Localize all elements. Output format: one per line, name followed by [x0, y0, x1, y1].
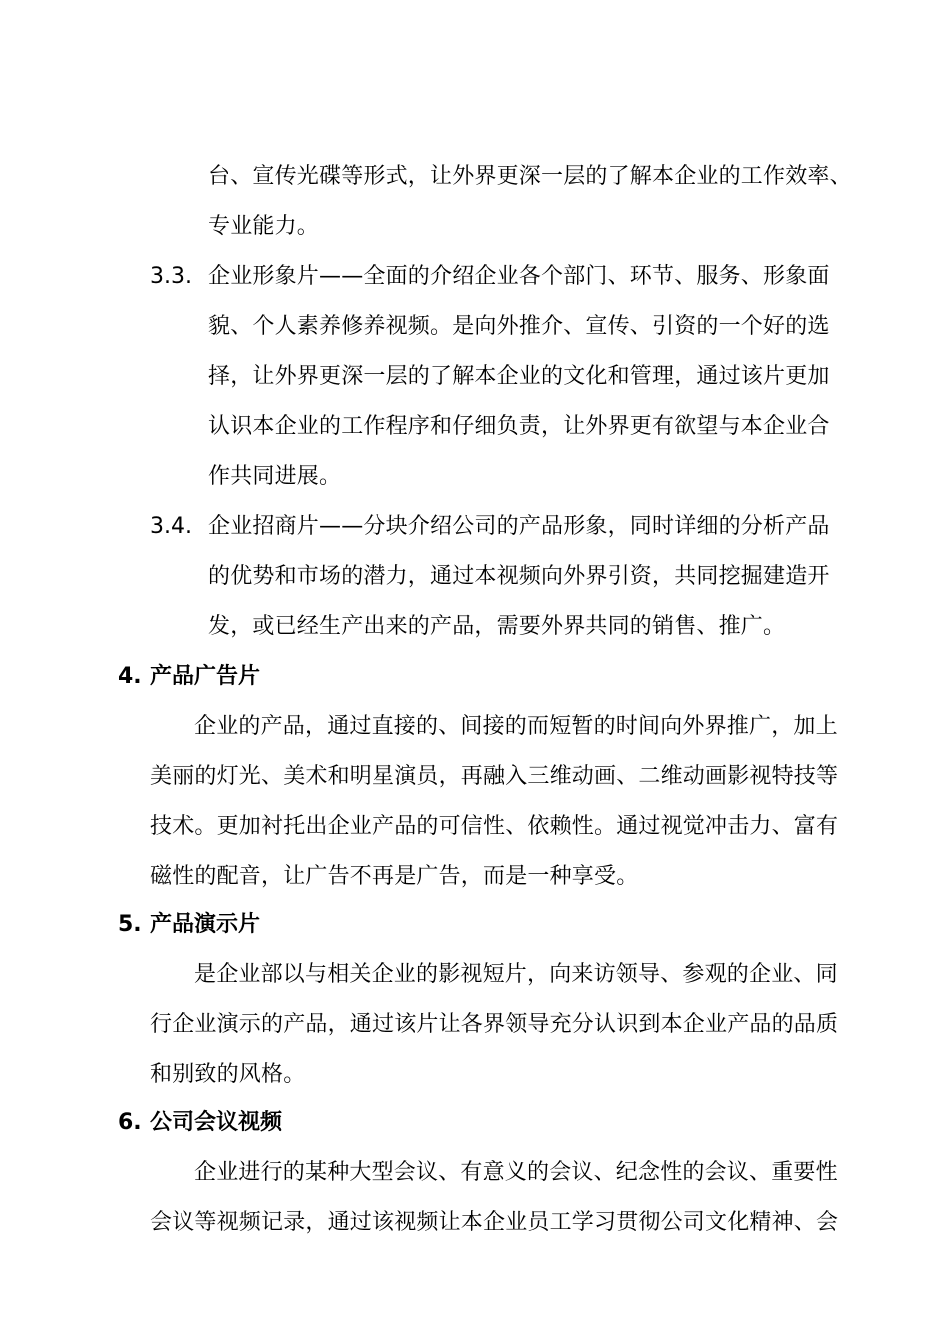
- paragraph-line: 择，让外界更深一层的了解本企业的文化和管理，通过该片更加: [208, 364, 830, 389]
- paragraph-line: 会议等视频记录，通过该视频让本企业员工学习贯彻公司文化精神、会: [150, 1210, 839, 1235]
- paragraph-line: 磁性的配音，让广告不再是广告，而是一种享受。: [150, 864, 639, 889]
- paragraph-line: 技术。更加衬托出企业产品的可信性、依赖性。通过视觉冲击力、富有: [150, 814, 839, 839]
- paragraph-line: 认识本企业的工作程序和仔细负责，让外界更有欲望与本企业合: [208, 414, 830, 439]
- paragraph-line: 的优势和市场的潜力，通过本视频向外界引资，共同挖掘建造开: [208, 564, 830, 589]
- paragraph-line: 台、宣传光碟等形式，让外界更深一层的了解本企业的工作效率、: [208, 164, 852, 189]
- paragraph-line: 行企业演示的产品，通过该片让各界领导充分认识到本企业产品的品质: [150, 1012, 839, 1037]
- paragraph-line: 作共同进展。: [208, 464, 342, 489]
- item-number: 3.4.: [150, 514, 192, 539]
- paragraph-line: 和别致的风格。: [150, 1062, 306, 1087]
- paragraph-line: 企业形象片——全面的介绍企业各个部门、环节、服务、形象面: [208, 264, 830, 289]
- paragraph-line: 企业的产品，通过直接的、间接的而短暂的时间向外界推广，加上: [194, 714, 838, 739]
- paragraph-line: 貌、个人素养修养视频。是向外推介、宣传、引资的一个好的选: [208, 314, 830, 339]
- paragraph-line: 企业进行的某种大型会议、有意义的会议、纪念性的会议、重要性: [194, 1160, 838, 1185]
- section-number: 4.: [118, 664, 142, 689]
- section-heading: 公司会议视频: [150, 1110, 283, 1135]
- paragraph-line: 美丽的灯光、美术和明星演员，再融入三维动画、二维动画影视特技等: [150, 764, 839, 789]
- paragraph-line: 专业能力。: [208, 214, 320, 239]
- section-heading: 产品演示片: [150, 912, 261, 937]
- section-number: 6.: [118, 1110, 142, 1135]
- item-number: 3.3.: [150, 264, 192, 289]
- section-heading: 产品广告片: [150, 664, 261, 689]
- paragraph-line: 企业招商片——分块介绍公司的产品形象，同时详细的分析产品: [208, 514, 830, 539]
- paragraph-line: 是企业部以与相关企业的影视短片，向来访领导、参观的企业、同: [194, 962, 838, 987]
- section-number: 5.: [118, 912, 142, 937]
- paragraph-line: 发，或已经生产出来的产品，需要外界共同的销售、推广。: [208, 614, 786, 639]
